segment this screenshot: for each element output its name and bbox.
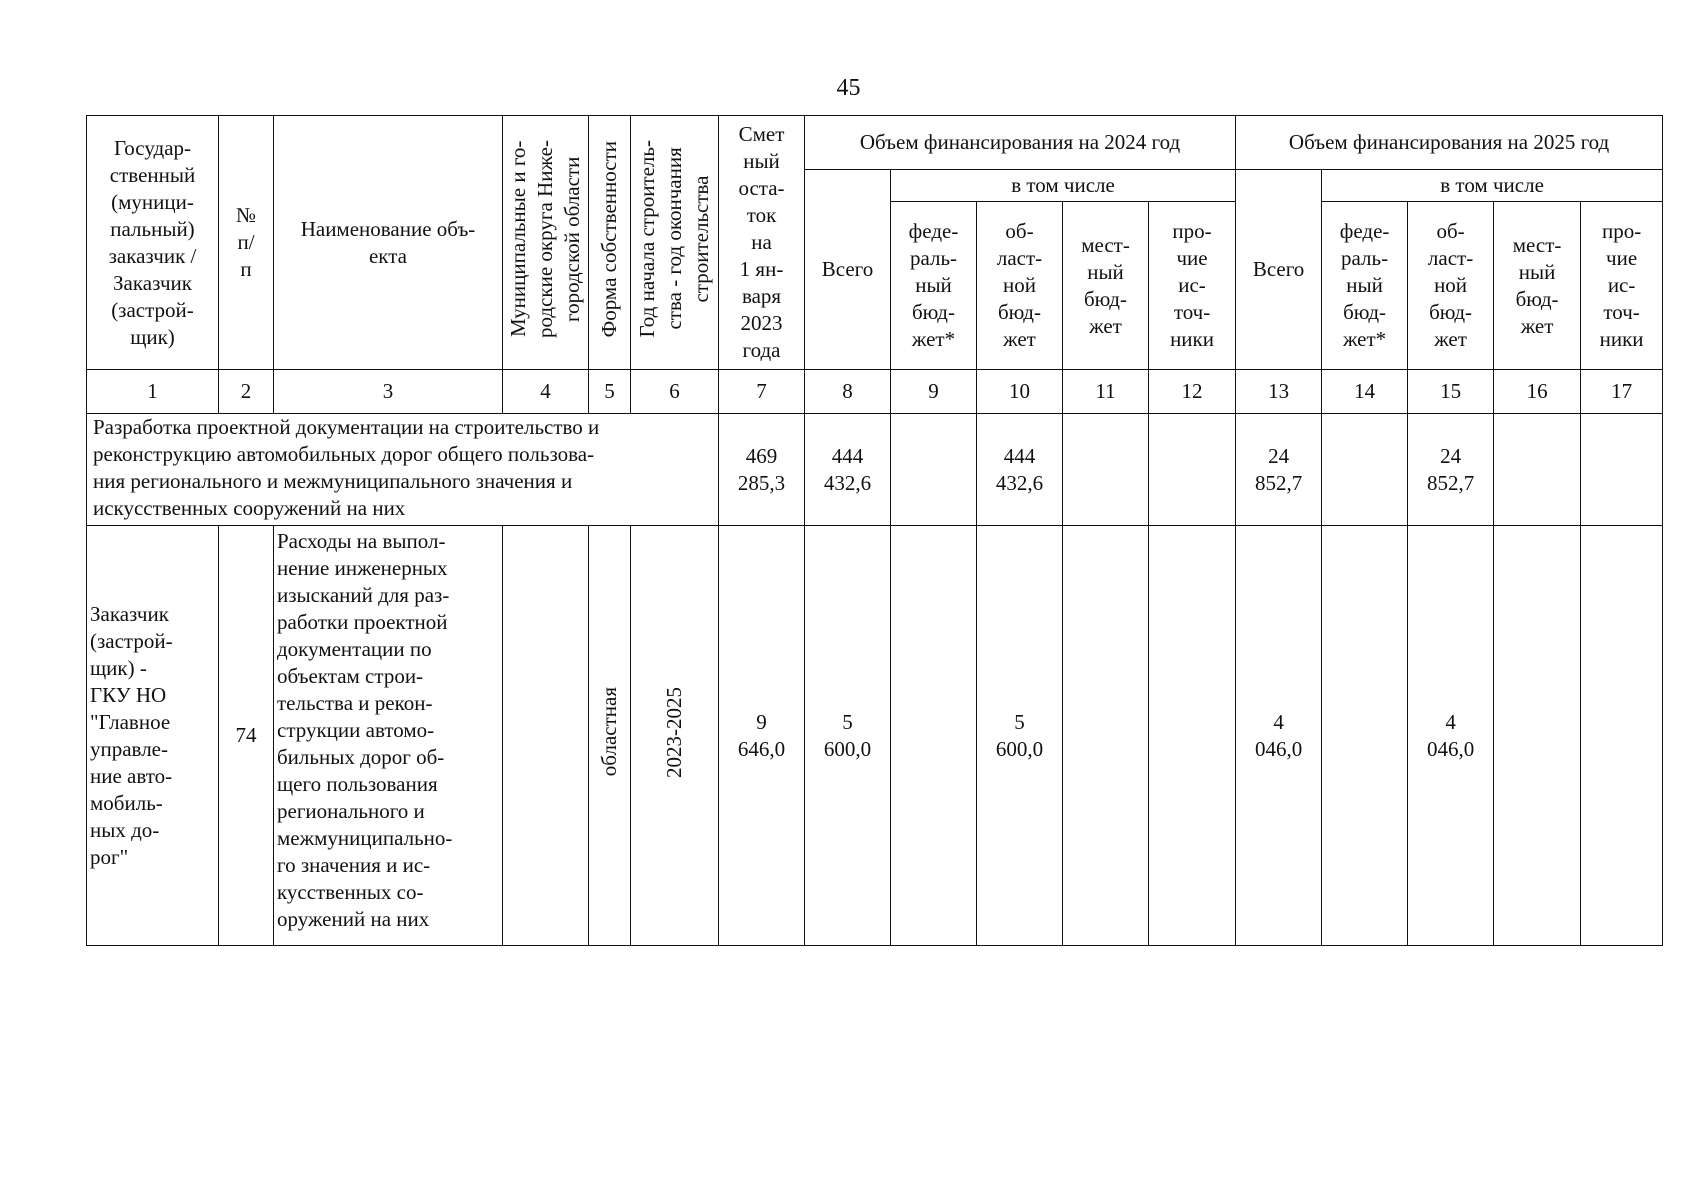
section-other-2025 [1581, 414, 1663, 526]
header-municipal: Муниципальные и го- родские округа Ниже- городской области [506, 140, 584, 338]
row-municipal [503, 526, 589, 946]
row-number: 74 [219, 526, 274, 946]
header-ownership: Форма собственности [597, 140, 621, 338]
row-customer: Заказчик (застрой- щик) - ГКУ НО "Главное управле- ние авто- мобиль- ных до- рог" [87, 526, 219, 946]
header-regional-2025: об- ласт- ной бюд- жет [1408, 202, 1494, 370]
row-regional-2025: 4 046,0 [1408, 526, 1494, 946]
header-including-2024: в том числе [891, 170, 1236, 202]
section-balance: 469 285,3 [719, 414, 805, 526]
header-financing-2025: Объем финансирования на 2025 год [1236, 116, 1663, 170]
row-other-2025 [1581, 526, 1663, 946]
row-other-2024 [1149, 526, 1236, 946]
row-regional-2024: 5 600,0 [977, 526, 1063, 946]
financing-table [86, 115, 1663, 946]
section-federal-2024 [891, 414, 977, 526]
column-number: 7 [719, 370, 805, 414]
row-total-2024: 5 600,0 [805, 526, 891, 946]
header-federal-2025: феде- раль- ный бюд- жет* [1322, 202, 1408, 370]
column-number: 13 [1236, 370, 1322, 414]
section-total-2025: 24 852,7 [1236, 414, 1322, 526]
row-federal-2024 [891, 526, 977, 946]
section-regional-2025: 24 852,7 [1408, 414, 1494, 526]
row-total-2025: 4 046,0 [1236, 526, 1322, 946]
column-number: 4 [503, 370, 589, 414]
row-federal-2025 [1322, 526, 1408, 946]
row-object-name: Расходы на выпол- нение инженерных изысканий для раз- работки проектной документации по объектам строи- тельства и рекон- струкции автомо- бильных дорог об- щего пользования регионального и межмуниципально- го значения и ис- кусственных со- оружений на них [274, 526, 503, 946]
table-row [87, 526, 1663, 946]
row-ownership-cell [589, 526, 631, 946]
section-title: Разработка проектной документации на строительство и реконструкцию автомобильных дорог общего пользова- ния регионального и межмуниципального значения и искусственных сооружений на них [87, 414, 719, 526]
column-number: 17 [1581, 370, 1663, 414]
row-years-cell [631, 526, 719, 946]
column-number: 14 [1322, 370, 1408, 414]
header-local-2024: мест- ный бюд- жет [1063, 202, 1149, 370]
column-number: 11 [1063, 370, 1149, 414]
header-balance: Смет ный оста- ток на 1 ян- варя 2023 года [719, 116, 805, 370]
header-regional-2024: об- ласт- ной бюд- жет [977, 202, 1063, 370]
column-number: 3 [274, 370, 503, 414]
header-municipal-cell [503, 116, 589, 370]
column-number: 16 [1494, 370, 1581, 414]
header-total-2025: Всего [1236, 170, 1322, 370]
column-number: 6 [631, 370, 719, 414]
section-local-2025 [1494, 414, 1581, 526]
row-balance: 9 646,0 [719, 526, 805, 946]
column-number: 5 [589, 370, 631, 414]
column-number: 2 [219, 370, 274, 414]
header-other-2024: про- чие ис- точ- ники [1149, 202, 1236, 370]
header-years: Год начала строитель- ства - год окончания строительства [635, 140, 713, 338]
row-local-2024 [1063, 526, 1149, 946]
header-other-2025: про- чие ис- точ- ники [1581, 202, 1663, 370]
column-number: 12 [1149, 370, 1236, 414]
column-number: 8 [805, 370, 891, 414]
section-federal-2025 [1322, 414, 1408, 526]
header-ownership-cell [589, 116, 631, 370]
header-number: № п/ п [219, 116, 274, 370]
column-number: 10 [977, 370, 1063, 414]
section-local-2024 [1063, 414, 1149, 526]
header-financing-2024: Объем финансирования на 2024 год [805, 116, 1236, 170]
row-years: 2023-2025 [662, 686, 686, 778]
section-regional-2024: 444 432,6 [977, 414, 1063, 526]
header-total-2024: Всего [805, 170, 891, 370]
page-number: 45 [836, 75, 861, 101]
header-including-2025: в том числе [1322, 170, 1663, 202]
column-number: 1 [87, 370, 219, 414]
header-customer: Государ- ственный (муници- пальный) заказчик / Заказчик (застрой- щик) [87, 116, 219, 370]
section-total-2024: 444 432,6 [805, 414, 891, 526]
header-years-cell [631, 116, 719, 370]
column-number: 9 [891, 370, 977, 414]
section-other-2024 [1149, 414, 1236, 526]
section-row [87, 414, 1663, 526]
column-numbers-row [87, 370, 1663, 414]
column-number: 15 [1408, 370, 1494, 414]
header-object-name: Наименование объ- екта [274, 116, 503, 370]
header-federal-2024: феде- раль- ный бюд- жет* [891, 202, 977, 370]
row-ownership: областная [597, 687, 621, 777]
row-local-2025 [1494, 526, 1581, 946]
header-local-2025: мест- ный бюд- жет [1494, 202, 1581, 370]
